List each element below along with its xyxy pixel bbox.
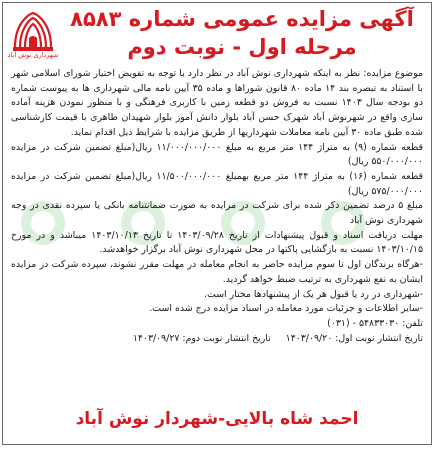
notice-frame: [2, 2, 432, 445]
body-paragraph-reject: -شهرداری در رد یا قبول هر یک از پیشنهادها مختار است.: [204, 288, 423, 300]
notice-body: [11, 67, 423, 346]
body-paragraph-deadline: مهلت دریافت اسناد و قبول پیشنهادات از تاریخ ۱۴۰۳/۰۹/۲۸ تا تاریخ ۱۴۰۳/۱۰/۱۳ میباشد و در مورخ ۱۴۰۳/۱۰/۱۵ نسبت به بازگشایی پاکتها در محل شهرداری نوش آباد برگزار خواهدشد.: [11, 229, 424, 256]
logo-caption: شهرداری نوش آباد: [7, 51, 59, 59]
body-paragraph-forfeit: -هرگاه برندگان اول تا سوم مزایده حاضر به انجام معامله در مهلت مقرر نشوند، سپرده شرکت در مزایده ایشان به نفع شهرداری به ترتیب ضبط خواهد گردید.: [11, 259, 423, 285]
notice-header: [3, 3, 431, 65]
notice-title: آگهی مزایده عمومی شماره ۸۵۸۳: [70, 7, 414, 31]
municipality-logo-icon: [7, 7, 59, 65]
body-paragraph-guarantee: مبلغ ۵ درصد تضمین ذکر شده برای شرکت در مزایده به صورت ضمانتنامه بانکی یا سپرده نقدی در وجه شهرداری نوش آباد: [11, 200, 423, 227]
body-paragraph-publish-dates: تاریخ انتشار نوبت اول: ۱۴۰۳/۰۹/۲۰ تاریخ انتشار نوبت دوم: ۱۴۰۳/۰۹/۲۷: [132, 332, 423, 344]
body-paragraph-plot-9: قطعه شماره (۹) به متراژ ۱۴۴ متر مربع به مبلغ ۱۱/۰۰۰/۰۰۰/۰۰۰ ریال(مبلغ تضمین شرکت در مزایده ۵۵۰/۰۰۰/۰۰۰ ریال): [11, 141, 424, 168]
body-paragraph-phone: تلفن: ۵۴۸۳۳۰۳۰ - (۰۳۱): [327, 317, 423, 329]
body-paragraph-info: -سایر اطلاعات و جزئیات مورد معامله در اسناد مزایده درج شده است.: [149, 303, 423, 315]
body-paragraph-plot-16: قطعه شماره (۱۶) به متراژ ۱۴۴ متر مربع بهمبلغ ۱۱/۵۰۰/۰۰۰/۰۰۰ ریال(مبلغ تضمین شرکت در مزایده ۵۷۵/۰۰۰/۰۰۰ ریال): [11, 170, 423, 197]
notice-subtitle: مرحله اول - نوبت دوم: [127, 35, 357, 59]
mayor-signature: احمد شاه بالایی-شهردار نوش آباد: [75, 409, 359, 429]
body-paragraph-intro: موضوع مزایده: نظر به اینکه شهرداری نوش آباد در نظر دارد با توجه به تفویض اختیار شورای اسلامی شهر با استناد به تبصره بند ۱۴ ماده ۸۰ قانون شوراها و ماده ۳۵ آیین نامه مالی شهرداری ها به پیوست شماره دو بودجه سال ۱۴۰۳ نسبت به فروش دو قطعه زمین با کاربری فرهنگی و با منظور نمودن هزینه آماده سازی واقع در شهرنوش آباد شهرک حسن آباد بلوار دانش آموز بلوار شهیدان طاهری با قیمت کارشناسی شده طبق ماده ۳۰ آیین نامه معاملات شهرداریها از طریق مزایده با شرایط ذیل اقدام نماید.: [11, 68, 423, 138]
